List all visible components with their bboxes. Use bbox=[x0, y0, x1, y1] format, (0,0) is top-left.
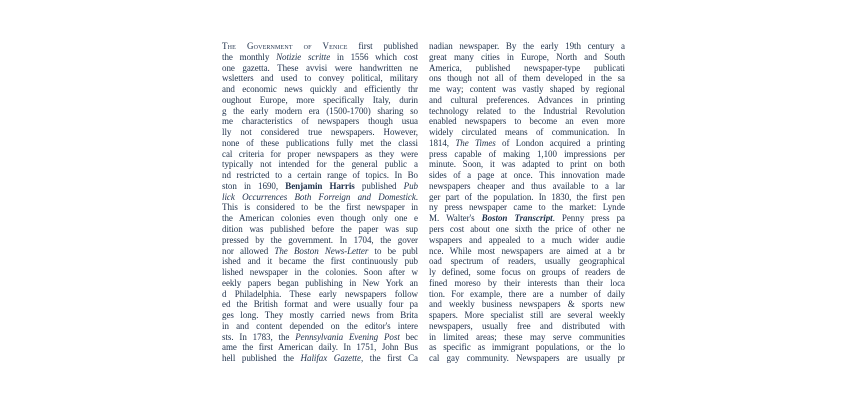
text-line: none of these publications fully met the classi bbox=[222, 137, 418, 148]
text-line: sts. In 1783, the Pennsylvania Evening Post bec bbox=[222, 331, 418, 342]
text-line: pressed by the government. In 1704, the gover bbox=[222, 234, 418, 245]
text-line: ished and it became the first continuously pub bbox=[222, 256, 418, 267]
text-line: fined moreso by their interests than their loca bbox=[429, 277, 625, 288]
text-line: great many cities in Europe, North and South bbox=[429, 51, 625, 62]
text-line: enabled newspapers to become an even more bbox=[429, 116, 625, 127]
text-line: dition was published before the paper was sup bbox=[222, 224, 418, 235]
text-line: pers cost about one sixth the price of other ne bbox=[429, 224, 625, 235]
text-line: tion. For example, there are a number of daily bbox=[429, 288, 625, 299]
text-line: nce. While most newspapers are aimed at a br bbox=[429, 245, 625, 256]
text-line: ston in 1690, Benjamin Harris published Pub bbox=[222, 180, 418, 191]
text-line: ly defined, some focus on groups of readers de bbox=[429, 267, 625, 278]
text-line: 1814, The Times of London acquired a printing bbox=[429, 137, 625, 148]
text-line: typically not intended for the general public a bbox=[222, 159, 418, 170]
text-line: ame the first American daily. In 1751, John Bus bbox=[222, 342, 418, 353]
text-line: the American colonies even though only one e bbox=[222, 213, 418, 224]
text-line: g the early modern era (1500-1700) sharing so bbox=[222, 105, 418, 116]
text-line: America, published newspaper-type publicati bbox=[429, 62, 625, 73]
text-line: widely circulated means of communication. In bbox=[429, 127, 625, 138]
text-column-right bbox=[429, 41, 625, 364]
text-line: me way; content was vastly shaped by regional bbox=[429, 84, 625, 95]
text-line: as specific as immigrant populations, or the lo bbox=[429, 342, 625, 353]
text-line: ons though not all of them developed in the sa bbox=[429, 73, 625, 84]
text-line: me characteristics of newspapers though usua bbox=[222, 116, 418, 127]
text-line: ny press newspaper came to the market: Lynde bbox=[429, 202, 625, 213]
text-line: nor allowed The Boston News-Letter to be publ bbox=[222, 245, 418, 256]
text-line: M. Walter's Boston Transcript. Penny press pa bbox=[429, 213, 625, 224]
text-line: and economic news quickly and efficiently thr bbox=[222, 84, 418, 95]
text-line: the monthly Notizie scritte in 1556 which cost bbox=[222, 51, 418, 62]
text-line: hell published the Halifax Gazette, the first Ca bbox=[222, 353, 418, 364]
text-line: ger part of the population. In 1830, the first pen bbox=[429, 191, 625, 202]
text-line: one gazetta. These avvisi were handwritten ne bbox=[222, 62, 418, 73]
text-line: in and content depended on the editor's intere bbox=[222, 320, 418, 331]
text-line: cal gay community. Newspapers are usually pr bbox=[429, 353, 625, 364]
text-line: nadian newspaper. By the early 19th century a bbox=[429, 41, 625, 51]
text-line: lick Occurrences Both Forreign and Domestick. bbox=[222, 191, 418, 202]
text-line: The Government of Venice first published bbox=[222, 41, 418, 51]
text-line: and weekly business newspapers & sports new bbox=[429, 299, 625, 310]
text-line: in limited areas; these may serve communities bbox=[429, 331, 625, 342]
text-line: ed the British format and were usually four pa bbox=[222, 299, 418, 310]
text-line: nd restricted to a certain range of topics. In Bo bbox=[222, 170, 418, 181]
text-line: cal criteria for proper newspapers as they were bbox=[222, 148, 418, 159]
text-line: lly not considered true newspapers. However, bbox=[222, 127, 418, 138]
text-line: lished newspaper in the colonies. Soon after w bbox=[222, 267, 418, 278]
text-line: d Philadelphia. These early newspapers follow bbox=[222, 288, 418, 299]
text-line: eekly papers began publishing in New York an bbox=[222, 277, 418, 288]
text-line: press capable of making 1,100 impressions per bbox=[429, 148, 625, 159]
text-line: spapers. More specialist still are several weekly bbox=[429, 310, 625, 321]
text-line: newspapers cheaper and thus available to a lar bbox=[429, 180, 625, 191]
text-line: wspapers and appealed to a much wider audie bbox=[429, 234, 625, 245]
text-line: oughout Europe, more specifically Italy, durin bbox=[222, 94, 418, 105]
text-line: This is considered to be the first newspaper in bbox=[222, 202, 418, 213]
text-line: ges long. They mostly carried news from Brita bbox=[222, 310, 418, 321]
text-column-left bbox=[222, 41, 418, 364]
article-two-column-text bbox=[222, 41, 625, 364]
text-line: newspapers, usually free and distributed with bbox=[429, 320, 625, 331]
text-line: oad spectrum of readers, usually geographical bbox=[429, 256, 625, 267]
text-line: minute. Soon, it was adapted to print on both bbox=[429, 159, 625, 170]
text-line: wsletters and used to convey political, military bbox=[222, 73, 418, 84]
text-line: and cultural preferences. Advances in printing bbox=[429, 94, 625, 105]
text-line: technology related to the Industrial Revolution bbox=[429, 105, 625, 116]
text-line: sides of a page at once. This innovation made bbox=[429, 170, 625, 181]
